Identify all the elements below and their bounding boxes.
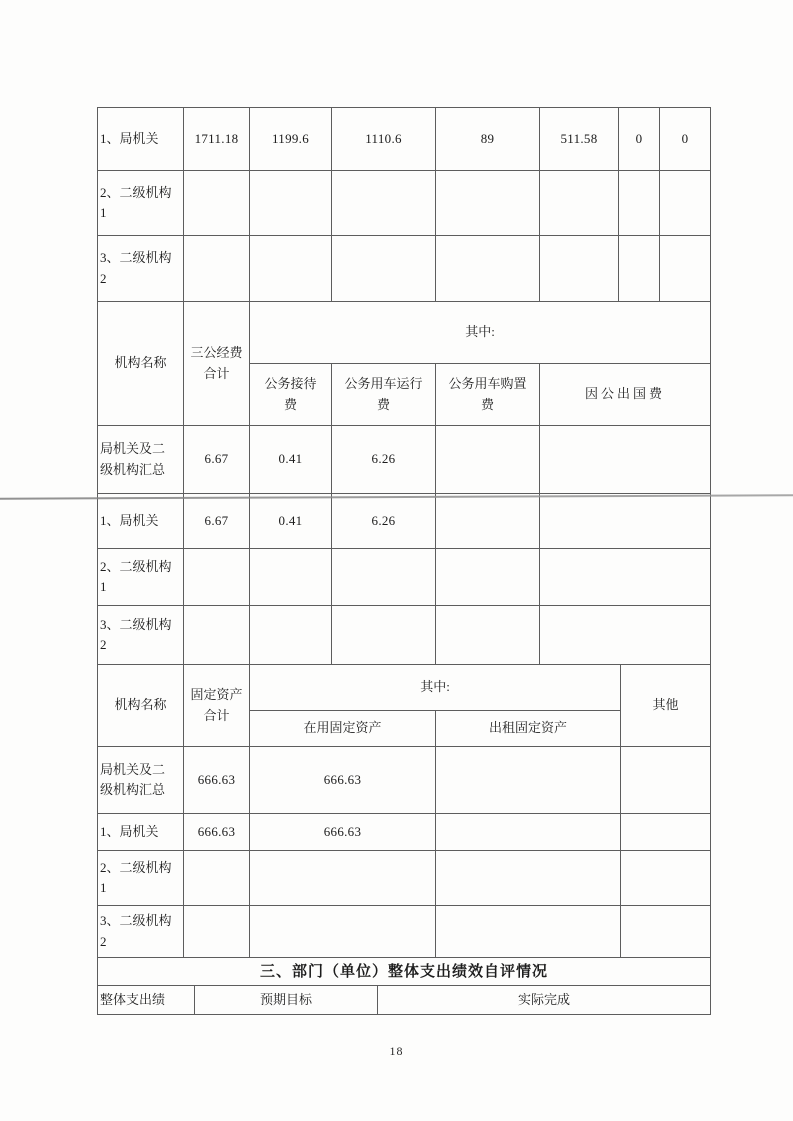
value-cell bbox=[436, 549, 540, 606]
value-cell bbox=[250, 549, 332, 606]
value-cell: 0.41 bbox=[250, 494, 332, 549]
table-row bbox=[98, 814, 711, 851]
value-cell bbox=[540, 171, 619, 236]
table-row bbox=[98, 986, 711, 1015]
value-cell bbox=[184, 549, 250, 606]
value-cell bbox=[184, 236, 250, 302]
actual-completion-header: 实际完成 bbox=[378, 986, 711, 1015]
value-cell bbox=[540, 606, 711, 665]
value-cell: 1711.18 bbox=[184, 108, 250, 171]
other-header: 其他 bbox=[621, 665, 711, 747]
value-cell bbox=[436, 426, 540, 494]
value-cell: 1199.6 bbox=[250, 108, 332, 171]
row-label-cell: 1、局机关 bbox=[98, 494, 184, 549]
value-cell bbox=[250, 171, 332, 236]
org-name-header: 机构名称 bbox=[98, 665, 184, 747]
row-label-cell: 局机关及二级机构汇总 bbox=[98, 426, 184, 494]
table-row bbox=[98, 494, 711, 549]
value-cell bbox=[436, 236, 540, 302]
table-row bbox=[98, 906, 711, 958]
fixed-assets-table bbox=[97, 664, 711, 958]
three-public-total-header: 三公经费合计 bbox=[184, 302, 250, 426]
value-cell: 666.63 bbox=[250, 814, 436, 851]
row-label-cell: 整体支出绩 bbox=[98, 986, 195, 1015]
table-row bbox=[98, 171, 711, 236]
value-cell bbox=[332, 606, 436, 665]
value-cell bbox=[436, 851, 621, 906]
row-label-cell: 2、二级机构1 bbox=[98, 851, 184, 906]
table-row bbox=[98, 747, 711, 814]
value-cell bbox=[540, 236, 619, 302]
row-label-cell: 3、二级机构2 bbox=[98, 906, 184, 958]
expected-goal-header: 预期目标 bbox=[195, 986, 378, 1015]
overseas-trips-header: 因公出国费 bbox=[540, 364, 711, 426]
table-row bbox=[98, 108, 711, 171]
table-row bbox=[98, 236, 711, 302]
value-cell: 6.26 bbox=[332, 494, 436, 549]
value-cell: 6.67 bbox=[184, 494, 250, 549]
value-cell bbox=[184, 606, 250, 665]
row-label-cell: 局机关及二级机构汇总 bbox=[98, 747, 184, 814]
official-reception-header: 公务接待费 bbox=[250, 364, 332, 426]
value-cell bbox=[332, 171, 436, 236]
vehicle-operation-header: 公务用车运行费 bbox=[332, 364, 436, 426]
value-cell bbox=[540, 494, 711, 549]
assets-leased-out-header: 出租固定资产 bbox=[436, 711, 621, 747]
value-cell bbox=[436, 747, 621, 814]
budget-continuation-table bbox=[97, 107, 711, 302]
org-name-header: 机构名称 bbox=[98, 302, 184, 426]
value-cell bbox=[184, 906, 250, 958]
fixed-assets-total-header: 固定资产合计 bbox=[184, 665, 250, 747]
value-cell: 0 bbox=[619, 108, 660, 171]
value-cell bbox=[621, 747, 711, 814]
row-label-cell: 2、二级机构1 bbox=[98, 171, 184, 236]
header-row bbox=[98, 302, 711, 364]
table-row bbox=[98, 606, 711, 665]
value-cell bbox=[619, 171, 660, 236]
value-cell bbox=[332, 236, 436, 302]
value-cell bbox=[540, 549, 711, 606]
value-cell bbox=[436, 494, 540, 549]
value-cell: 511.58 bbox=[540, 108, 619, 171]
value-cell bbox=[250, 906, 436, 958]
value-cell: 0 bbox=[660, 108, 711, 171]
value-cell: 6.67 bbox=[184, 426, 250, 494]
vehicle-purchase-header: 公务用车购置费 bbox=[436, 364, 540, 426]
three-public-expense-table bbox=[97, 301, 711, 665]
value-cell bbox=[436, 171, 540, 236]
performance-section-table bbox=[97, 957, 711, 1015]
value-cell bbox=[436, 814, 621, 851]
row-label-cell: 1、局机关 bbox=[98, 814, 184, 851]
value-cell bbox=[250, 851, 436, 906]
value-cell: 666.63 bbox=[184, 747, 250, 814]
value-cell bbox=[436, 606, 540, 665]
value-cell: 0.41 bbox=[250, 426, 332, 494]
row-label-cell: 3、二级机构2 bbox=[98, 606, 184, 665]
value-cell: 6.26 bbox=[332, 426, 436, 494]
row-label-cell: 1、局机关 bbox=[98, 108, 184, 171]
table-row bbox=[98, 426, 711, 494]
table-row bbox=[98, 549, 711, 606]
value-cell bbox=[621, 906, 711, 958]
value-cell bbox=[660, 236, 711, 302]
value-cell bbox=[184, 171, 250, 236]
assets-in-use-header: 在用固定资产 bbox=[250, 711, 436, 747]
row-label-cell: 3、二级机构2 bbox=[98, 236, 184, 302]
value-cell: 89 bbox=[436, 108, 540, 171]
value-cell bbox=[436, 906, 621, 958]
row-label-cell: 2、二级机构1 bbox=[98, 549, 184, 606]
value-cell bbox=[619, 236, 660, 302]
table-row bbox=[98, 851, 711, 906]
value-cell bbox=[332, 549, 436, 606]
section-title-row bbox=[98, 958, 711, 986]
value-cell: 666.63 bbox=[184, 814, 250, 851]
section-title: 三、部门（单位）整体支出绩效自评情况 bbox=[98, 958, 711, 986]
value-cell bbox=[540, 426, 711, 494]
budget-tables-container bbox=[97, 107, 710, 1015]
value-cell: 1110.6 bbox=[332, 108, 436, 171]
value-cell bbox=[621, 814, 711, 851]
header-row bbox=[98, 665, 711, 711]
value-cell bbox=[621, 851, 711, 906]
page-number: 18 bbox=[389, 1044, 404, 1058]
among-which-header: 其中: bbox=[250, 665, 621, 711]
value-cell bbox=[660, 171, 711, 236]
among-which-header: 其中: bbox=[250, 302, 711, 364]
value-cell bbox=[184, 851, 250, 906]
value-cell: 666.63 bbox=[250, 747, 436, 814]
value-cell bbox=[250, 606, 332, 665]
value-cell bbox=[250, 236, 332, 302]
